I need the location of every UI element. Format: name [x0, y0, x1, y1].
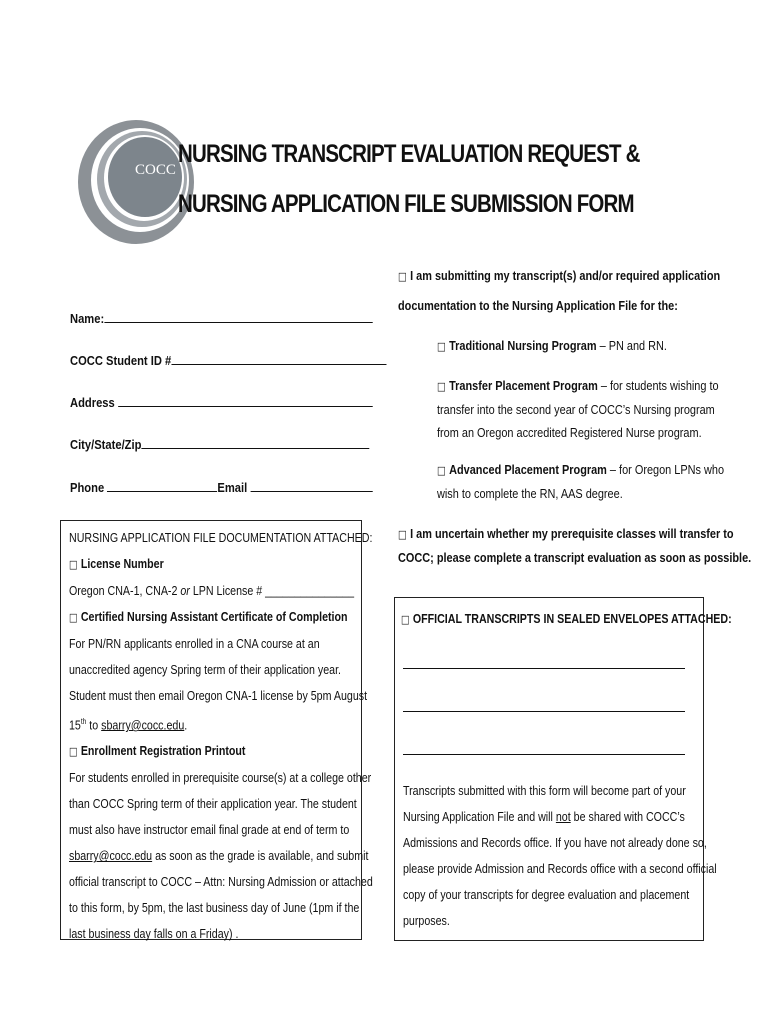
license-line-or: or	[180, 583, 190, 598]
transfer-program-line-2: transfer into the second year of COCC’s Nursing program	[437, 402, 715, 417]
address-field[interactable]	[70, 394, 372, 410]
cna-end: .	[184, 717, 188, 733]
enrollment-checkbox[interactable]: □	[69, 745, 78, 759]
transfer-program-line-3: from an Oregon accredited Registered Nurse program.	[437, 425, 702, 440]
uncertain-option-line-2: COCC; please complete a transcript evaluation as soon as possible.	[398, 550, 752, 565]
cna-label: Certified Nursing Assistant Certificate of Completion	[80, 609, 348, 624]
submit-option-line-2: documentation to the Nursing Application File for the:	[398, 298, 678, 313]
email-label: Email	[217, 480, 248, 495]
cna-to: to	[86, 717, 102, 733]
transcript-entry-line-2[interactable]	[403, 711, 685, 712]
enrollment-line-6: to this form, by 5pm, the last business day of June (1pm if the	[69, 900, 360, 916]
documentation-box	[60, 520, 373, 942]
transfer-program-desc: – for students wishing to	[597, 378, 719, 393]
email-input-line[interactable]	[250, 479, 372, 492]
logo-text: COCC	[135, 162, 176, 178]
traditional-program-option[interactable]	[437, 334, 667, 358]
cna-checkbox[interactable]: □	[69, 611, 78, 624]
phone-email-field[interactable]	[70, 479, 372, 495]
enrollment-line-1: For students enrolled in prerequisite course(s) at a college other	[69, 770, 372, 786]
uncertain-checkbox[interactable]: □	[398, 528, 407, 541]
cna-line-1: For PN/RN applicants enrolled in a CNA course at an	[69, 636, 320, 651]
address-input-line[interactable]	[118, 394, 373, 407]
city-state-zip-label: City/State/Zip	[70, 437, 142, 452]
cna-item[interactable]	[69, 604, 373, 631]
note-l2b: be shared with COCC’s	[570, 809, 685, 824]
transcripts-note-line-3: Admissions and Records office. If you have not already done so,	[403, 835, 707, 850]
student-id-input-line[interactable]	[171, 352, 386, 365]
transfer-program-name: Transfer Placement Program	[449, 378, 598, 393]
note-l2a: Nursing Application File and will	[403, 809, 556, 824]
form-title-line-2: NURSING APPLICATION FILE SUBMISSION FORM	[178, 190, 634, 218]
cna-line-3: Student must then email Oregon CNA-1 license by 5pm August	[69, 688, 368, 703]
submit-checkbox[interactable]: □	[398, 270, 407, 283]
enrollment-line-4	[69, 843, 373, 869]
enrollment-email-link[interactable]: sbarry@cocc.edu	[69, 848, 153, 864]
transcripts-note-line-5: copy of your transcripts for degree evaluation and placement	[403, 887, 690, 902]
transcripts-box	[394, 597, 732, 941]
city-state-zip-field[interactable]	[70, 436, 369, 452]
uncertain-option[interactable]	[398, 522, 751, 569]
advanced-program-line-2: wish to complete the RN, AAS degree.	[437, 486, 623, 501]
traditional-program-desc: – PN and RN.	[596, 338, 667, 353]
license-line-a: Oregon CNA-1, CNA-2	[69, 583, 181, 598]
transfer-checkbox[interactable]: □	[437, 380, 446, 393]
transcripts-note-line-4: please provide Admission and Records office with a second official	[403, 861, 717, 876]
cna-date-num: 15	[69, 717, 81, 733]
enrollment-line-7: last business day falls on a Friday) .	[69, 926, 239, 942]
submit-option[interactable]	[398, 264, 720, 317]
student-id-field[interactable]	[70, 352, 386, 368]
cna-line-4	[69, 709, 373, 738]
transcripts-heading-row[interactable]	[401, 606, 732, 633]
uncertain-option-line-1: I am uncertain whether my prerequisite classes will transfer to	[410, 526, 734, 541]
enrollment-line-4-rest: as soon as the grade is available, and submit	[152, 848, 369, 864]
enrollment-line-3: must also have instructor email final grade at end of term to	[69, 822, 350, 838]
address-label: Address	[70, 395, 115, 410]
enrollment-label: Enrollment Registration Printout	[80, 743, 246, 759]
name-field[interactable]	[70, 310, 373, 326]
license-item[interactable]	[69, 551, 373, 578]
license-line	[69, 578, 373, 604]
transcripts-note-line-2	[403, 804, 717, 830]
submit-option-line-1: I am submitting my transcript(s) and/or required application	[410, 268, 721, 283]
documentation-heading: NURSING APPLICATION FILE DOCUMENTATION ATTACHED:	[69, 530, 373, 545]
transcripts-heading: OFFICIAL TRANSCRIPTS IN SEALED ENVELOPES ATTACHED:	[412, 611, 732, 626]
cna-email-link[interactable]: sbarry@cocc.edu	[101, 717, 185, 733]
advanced-program-desc: – for Oregon LPNs who	[606, 462, 725, 477]
enrollment-line-2: than COCC Spring term of their application year. The student	[69, 796, 357, 812]
cna-date-sup: th	[80, 717, 87, 726]
note-l2-not: not	[555, 809, 571, 824]
form-title-line-1: NURSING TRANSCRIPT EVALUATION REQUEST &	[178, 140, 640, 168]
advanced-program-name: Advanced Placement Program	[449, 462, 607, 477]
advanced-checkbox[interactable]: □	[437, 464, 446, 477]
name-input-line[interactable]	[104, 310, 372, 323]
transcript-entry-line-1[interactable]	[403, 668, 685, 669]
enrollment-line-5: official transcript to COCC – Attn: Nursing Admission or attached	[69, 874, 373, 890]
traditional-checkbox[interactable]: □	[437, 340, 446, 353]
transfer-program-option[interactable]	[437, 374, 719, 444]
enrollment-item[interactable]	[69, 738, 373, 765]
student-id-label: COCC Student ID #	[70, 353, 172, 368]
transcripts-note-line-1: Transcripts submitted with this form will become part of your	[403, 783, 686, 798]
name-label: Name:	[70, 311, 105, 326]
transcripts-note-line-6: purposes.	[403, 913, 450, 928]
advanced-program-option[interactable]	[437, 458, 724, 505]
transcripts-checkbox[interactable]: □	[401, 613, 410, 626]
city-state-zip-input-line[interactable]	[141, 436, 369, 449]
license-label: License Number	[80, 556, 164, 571]
cocc-logo	[74, 118, 194, 246]
traditional-program-name: Traditional Nursing Program	[449, 338, 597, 353]
phone-label: Phone	[70, 480, 105, 495]
transcript-entry-line-3[interactable]	[403, 754, 685, 755]
license-line-b: LPN License # _______________	[189, 583, 355, 598]
license-checkbox[interactable]: □	[69, 558, 78, 571]
phone-input-line[interactable]	[107, 479, 217, 492]
cna-line-2: unaccredited agency Spring term of their application year.	[69, 662, 341, 677]
